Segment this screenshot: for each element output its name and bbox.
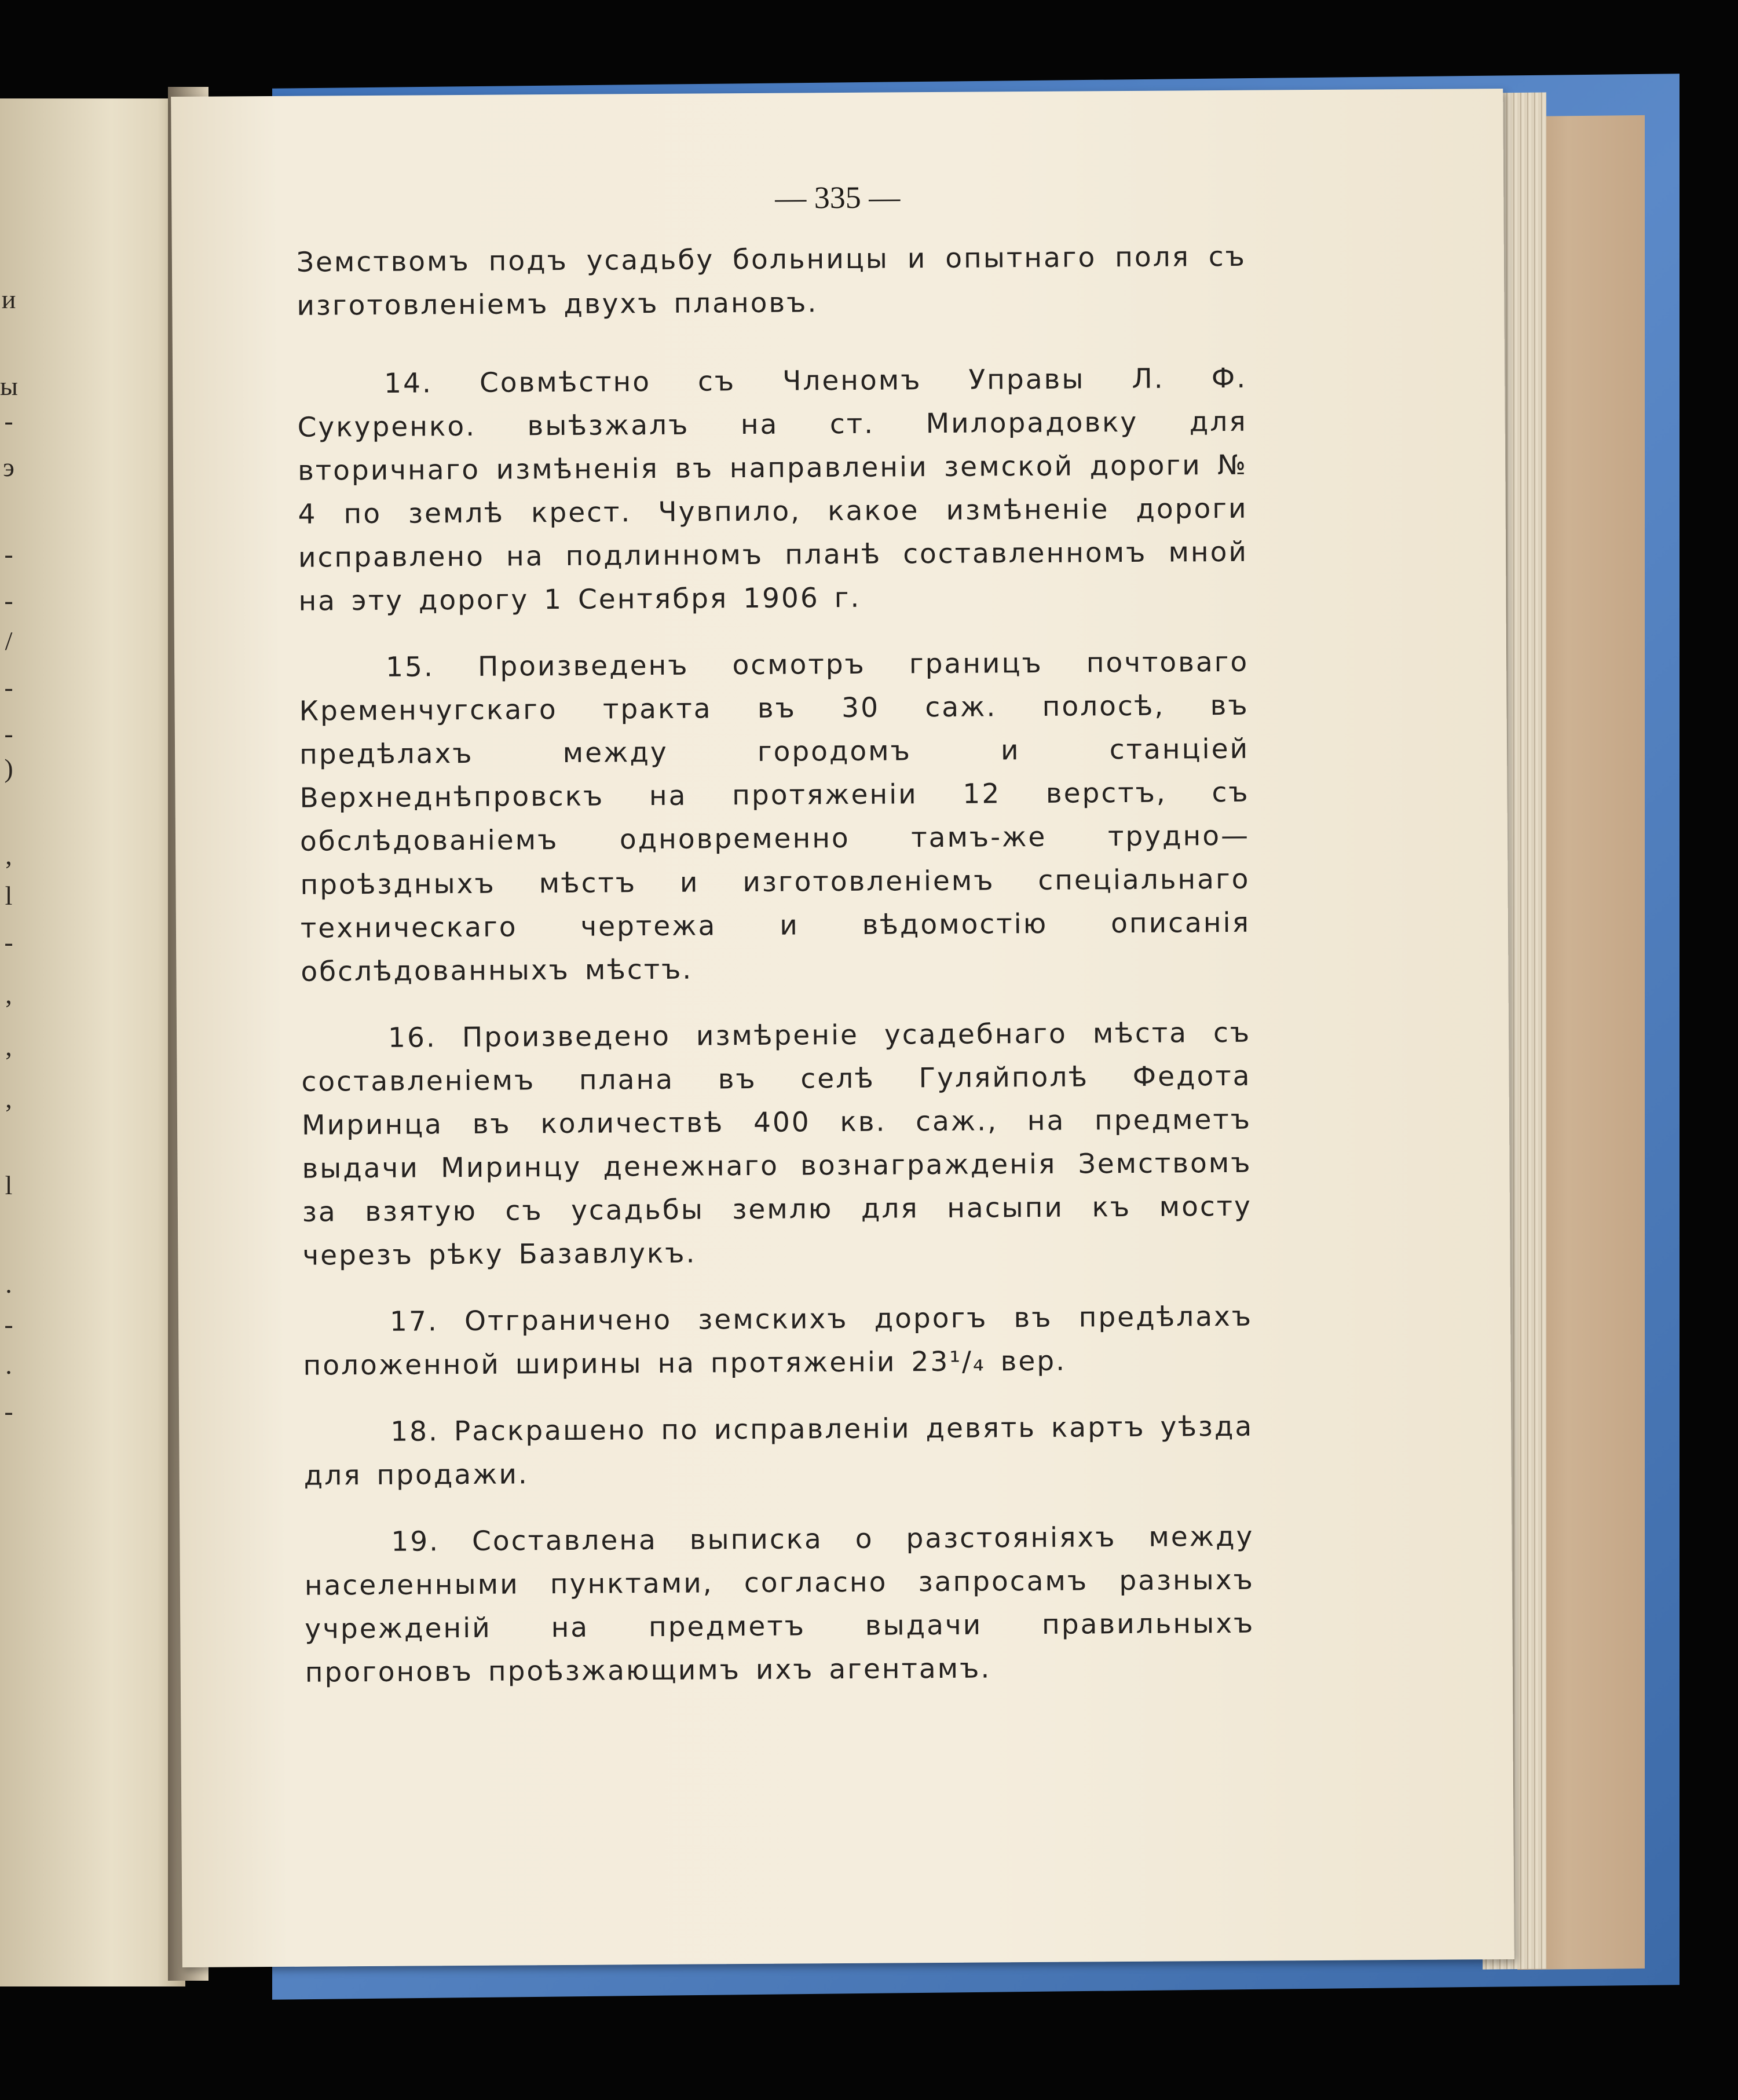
left-page-glyph: и <box>1 284 16 314</box>
left-page-glyph: , <box>5 1031 12 1061</box>
page-body <box>297 235 1256 1718</box>
left-page-glyph: , <box>5 840 12 870</box>
left-page-glyph: . <box>5 1350 12 1380</box>
left-page-edge <box>0 98 185 1986</box>
paragraph-item-18: 18. Раскрашено по исправленіи девять картъ уѣзда для продажи. <box>303 1410 1254 1492</box>
left-page-glyph: - <box>4 927 13 957</box>
paragraph-item-16: 16. Произведено измѣреніе усадебнаго мѣста съ составленіемъ плана въ селѣ Гуляйполѣ Федота Миринца въ количествѣ 400 кв. саж., на предметъ выдачи Миринцу денежнаго вознагражденія Земствомъ за взятую съ усадьбы землю для насыпи къ мосту черезъ рѣку Базавлукъ. <box>301 1016 1253 1272</box>
paragraph-item-19: 19. Составлена выписка о разстояніяхъ между населенными пунктами, согласно запросамъ разныхъ учрежденій на предметъ выдачи правильныхъ прогоновъ проѣзжающимъ ихъ агентамъ. <box>304 1520 1255 1689</box>
left-page-glyph: . <box>5 1269 12 1298</box>
left-page-glyph: l <box>5 881 13 910</box>
page-number: — 335 — <box>775 180 901 215</box>
left-page-glyph: - <box>4 539 13 569</box>
left-page-glyph: ) <box>4 753 13 783</box>
paragraph-continued: Земствомъ подъ усадьбу больницы и опытнаго поля съ изготовленіемъ двухъ плановъ. <box>296 240 1247 322</box>
left-page-glyph: - <box>4 586 13 615</box>
left-page-glyph: - <box>4 1396 13 1426</box>
left-page-glyph: ы <box>0 371 18 401</box>
left-page-glyph: - <box>4 406 13 436</box>
right-page <box>171 89 1514 1967</box>
left-page-glyph: , <box>5 979 12 1009</box>
left-page-glyph: э <box>3 452 14 482</box>
paragraph-item-14: 14. Совмѣстно съ Членомъ Управы Л. Ф. Сукуренко. выѣзжалъ на ст. Милорадовку для вторичнаго измѣненія въ направленіи земской дороги № 4 по землѣ крест. Чувпило, какое измѣненіе дороги исправлено на подлинномъ планѣ составленномъ мной на эту дорогу 1 Сентября 1906 г. <box>297 362 1249 617</box>
paragraph-item-15: 15. Произведенъ осмотръ границъ почтоваго Кременчугскаго тракта въ 30 саж. полосѣ, въ предѣлахъ между городомъ и станціей Верхнеднѣпровскъ на протяженіи 12 верстъ, съ обслѣдованіемъ одновременно тамъ-же трудно—проѣздныхъ мѣстъ и изготовленіемъ спеціальнаго техническаго чертежа и вѣдомостію описанія обслѣдованныхъ мѣстъ. <box>299 646 1251 988</box>
paragraph-item-17: 17. Отграничено земскихъ дорогъ въ предѣлахъ положенной ширины на протяженіи 23¹/₄ вер. <box>303 1300 1253 1382</box>
left-page-glyph: - <box>4 719 13 748</box>
left-page-glyph: - <box>4 1309 13 1339</box>
left-page-glyph: / <box>5 626 13 656</box>
left-page-glyph: - <box>4 672 13 702</box>
left-page-glyph: , <box>5 1084 12 1113</box>
left-page-glyph: l <box>5 1170 13 1200</box>
